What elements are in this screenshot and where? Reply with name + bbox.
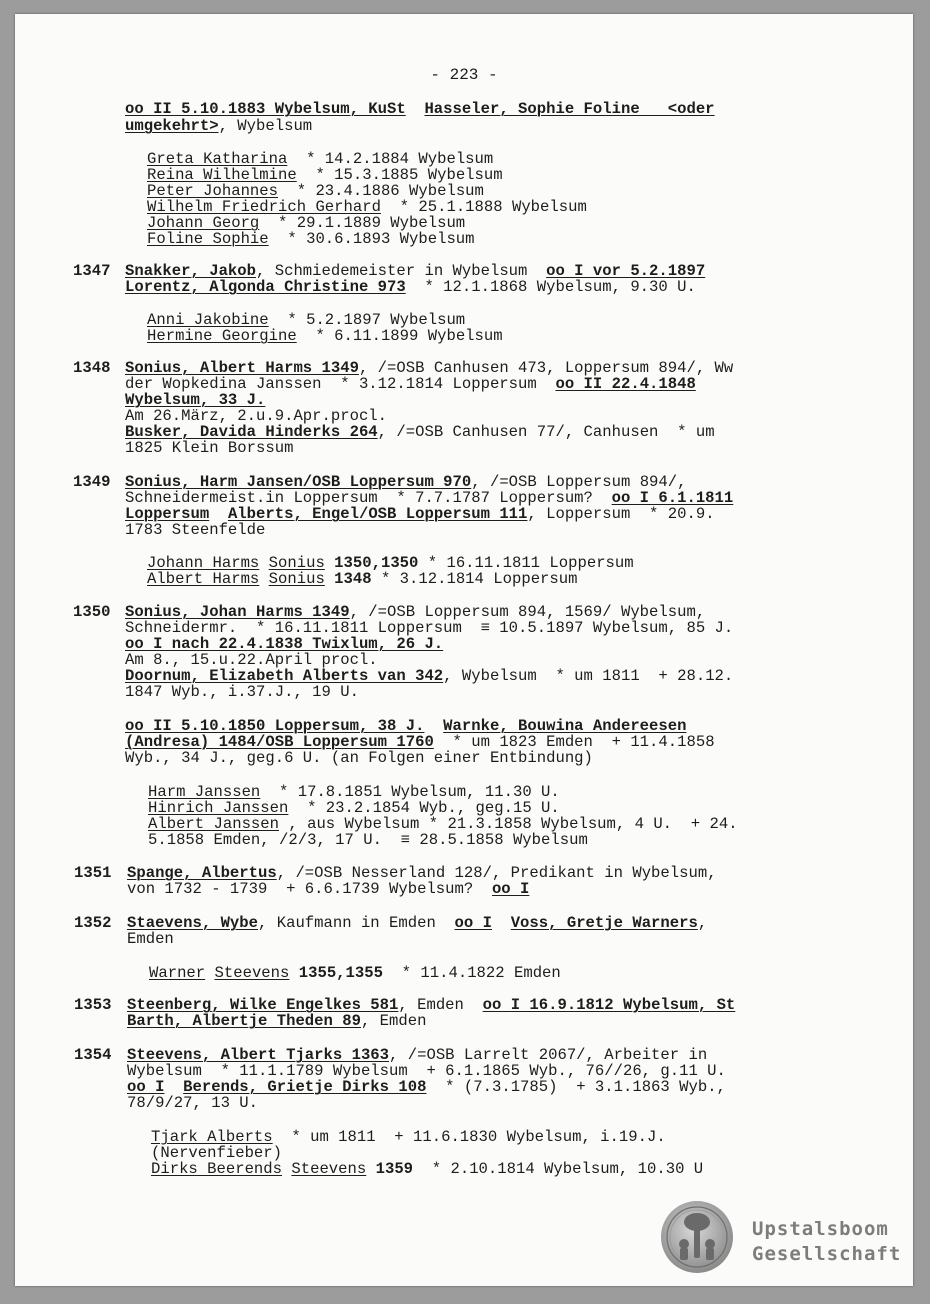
entry-number: 1349 — [73, 473, 111, 491]
person-name: Sonius, Johan Harms 1349 — [125, 603, 350, 621]
entry-line: Sonius, Harm Jansen/OSB Loppersum 970, /=OSB Loppersum 894/, — [125, 473, 687, 491]
document-page — [15, 14, 913, 1286]
entry-line: Busker, Davida Hinderks 264, /=OSB Canhusen 77/, Canhusen * um — [125, 423, 715, 441]
entry-number: 1352 — [74, 914, 112, 932]
child-line: Harm Janssen * 17.8.1851 Wybelsum, 11.30 U. — [148, 783, 560, 801]
entry-line: Emden — [127, 930, 174, 948]
child-line: Hermine Georgine * 6.11.1899 Wybelsum — [147, 327, 503, 345]
marriage-ref: oo I 6.1.1811 — [611, 489, 734, 507]
spouse-name: Busker, Davida Hinderks 264 — [125, 423, 378, 441]
child-surname: Sonius — [268, 554, 325, 572]
child-name: Peter Johannes — [147, 182, 279, 200]
marriage-ref: oo I vor 5.2.1897 — [546, 262, 706, 280]
entry-line: Am 8., 15.u.22.April procl. — [125, 651, 378, 669]
entry-line: Wybelsum, 33 J. — [125, 391, 266, 409]
child-name: Tjark Alberts — [151, 1128, 273, 1146]
marriage-ref: oo I 16.9.1812 Wybelsum, St — [482, 996, 736, 1014]
entry-line: 78/9/27, 13 U. — [127, 1094, 259, 1112]
entry-line: Snakker, Jakob, Schmiedemeister in Wybelsum oo I vor 5.2.1897 — [125, 262, 706, 280]
child-name: Albert Janssen — [148, 815, 280, 833]
child-name: Hinrich Janssen — [148, 799, 289, 817]
entry-number: 1354 — [74, 1046, 112, 1064]
child-line: Warner Steevens 1355,1355 * 11.4.1822 Emden — [149, 964, 561, 982]
child-name: Hermine Georgine — [147, 327, 297, 345]
logo-text: Upstalsboom Gesellschaft — [752, 1218, 902, 1265]
child-line: 5.1858 Emden, /2/3, 17 U. ≡ 28.5.1858 Wybelsum — [148, 831, 588, 849]
person-name: Steenberg, Wilke Engelkes 581 — [127, 996, 399, 1014]
person-name: Steevens, Albert Tjarks 1363 — [127, 1046, 390, 1064]
child-line: (Nervenfieber) — [151, 1144, 283, 1162]
spouse-name: Lorentz, Algonda Christine 973 — [125, 278, 406, 296]
entry-number: 1347 — [73, 262, 111, 280]
person-name: Sonius, Albert Harms 1349 — [125, 359, 359, 377]
entry-line: Am 26.März, 2.u.9.Apr.procl. — [125, 407, 388, 425]
entry-line: Barth, Albertje Theden 89, Emden — [127, 1012, 427, 1030]
entry-line: von 1732 - 1739 + 6.6.1739 Wybelsum? oo I — [127, 880, 530, 898]
entry-line: 1783 Steenfelde — [125, 521, 266, 539]
entry-line: oo I Berends, Grietje Dirks 108 * (7.3.1785) + 3.1.1863 Wyb., — [127, 1078, 726, 1096]
child-line: Albert Harms Sonius 1348 * 3.12.1814 Loppersum — [147, 570, 578, 588]
entry-line — [125, 718, 686, 734]
child-name: Anni Jakobine — [147, 311, 269, 329]
entry-line: Staevens, Wybe, Kaufmann in Emden oo I Voss, Gretje Warners, — [127, 914, 708, 932]
child-name: Wilhelm Friedrich Gerhard — [147, 198, 381, 216]
marriage-ref: oo II 5.10.1883 Wybelsum, KuSt — [125, 100, 406, 118]
child-name: Johann Harms — [147, 554, 260, 572]
child-line: Hinrich Janssen * 23.2.1854 Wyb., geg.15 U. — [148, 799, 560, 817]
child-name: Harm Janssen — [148, 783, 261, 801]
child-name: Johann Georg — [147, 214, 260, 232]
child-surname: Steevens — [214, 964, 290, 982]
child-name: Reina Wilhelmine — [147, 166, 297, 184]
entry-line: Schneidermr. * 16.11.1811 Loppersum ≡ 10.5.1897 Wybelsum, 85 J. — [125, 619, 734, 637]
child-surname: Sonius — [268, 570, 325, 588]
child-name: Foline Sophie — [147, 230, 269, 248]
entry-line: (Andresa) 1484/OSB Loppersum 1760 * um 1823 Emden + 11.4.1858 — [125, 733, 715, 751]
child-line: Dirks Beerends Steevens 1359 * 2.10.1814 Wybelsum, 10.30 U — [151, 1160, 704, 1178]
child-line: Wilhelm Friedrich Gerhard * 25.1.1888 Wybelsum — [147, 198, 587, 216]
marriage-ref: oo II 22.4.1848 — [555, 375, 696, 393]
person-name: Spange, Albertus — [127, 864, 277, 882]
child-line: Anni Jakobine * 5.2.1897 Wybelsum — [147, 311, 466, 329]
entry-line: Schneidermeist.in Loppersum * 7.7.1787 Loppersum? oo I 6.1.1811 — [125, 489, 734, 507]
spouse-name: Berends, Grietje Dirks 108 — [183, 1078, 427, 1096]
entry-line: Steenberg, Wilke Engelkes 581, Emden oo I 16.9.1812 Wybelsum, St — [127, 996, 736, 1014]
entry-line — [125, 101, 715, 117]
person-name: Sonius, Harm Jansen/OSB Loppersum 970 — [125, 473, 472, 491]
entry-number: 1350 — [73, 603, 111, 621]
child-line: Foline Sophie * 30.6.1893 Wybelsum — [147, 230, 475, 248]
spouse-name: Hasseler, Sophie Foline <oder — [424, 100, 715, 118]
entry-line: der Wopkedina Janssen * 3.12.1814 Loppersum oo II 22.4.1848 — [125, 375, 696, 393]
entry-number: 1353 — [74, 996, 112, 1014]
entry-line — [125, 636, 443, 652]
child-line: Greta Katharina * 14.2.1884 Wybelsum — [147, 150, 494, 168]
entry-number: 1348 — [73, 359, 111, 377]
spouse-name: Alberts, Engel/OSB Loppersum 111 — [227, 505, 528, 523]
entry-line: Lorentz, Algonda Christine 973 * 12.1.1868 Wybelsum, 9.30 U. — [125, 278, 696, 296]
child-line: Johann Harms Sonius 1350,1350 * 16.11.1811 Loppersum — [147, 554, 634, 572]
page-number: - 223 - — [430, 66, 498, 84]
spouse-name: Doornum, Elizabeth Alberts van 342 — [125, 667, 444, 685]
spouse-name: Warnke, Bouwina Andereesen — [443, 717, 687, 735]
entry-line: Doornum, Elizabeth Alberts van 342, Wybelsum * um 1811 + 28.12. — [125, 667, 734, 685]
marriage-ref: oo I — [491, 880, 530, 898]
entry-line: Loppersum Alberts, Engel/OSB Loppersum 111, Loppersum * 20.9. — [125, 505, 715, 523]
spouse-name: Barth, Albertje Theden 89 — [127, 1012, 361, 1030]
entry-line: 1847 Wyb., i.37.J., 19 U. — [125, 683, 359, 701]
child-line: Tjark Alberts * um 1811 + 11.6.1830 Wybelsum, i.19.J. — [151, 1128, 666, 1146]
entry-line: Steevens, Albert Tjarks 1363, /=OSB Larrelt 2067/, Arbeiter in — [127, 1046, 708, 1064]
entry-line: Sonius, Johan Harms 1349, /=OSB Loppersum 894, 1569/ Wybelsum, — [125, 603, 706, 621]
entry-number: 1351 — [74, 864, 112, 882]
person-name: Staevens, Wybe — [127, 914, 259, 932]
entry-line: Wybelsum * 11.1.1789 Wybelsum + 6.1.1865 Wyb., 76//26, g.11 U. — [127, 1062, 726, 1080]
child-line: Johann Georg * 29.1.1889 Wybelsum — [147, 214, 466, 232]
child-name: Albert Harms — [147, 570, 260, 588]
person-name: Snakker, Jakob — [125, 262, 257, 280]
child-surname: Steevens — [291, 1160, 367, 1178]
seal-icon — [660, 1200, 734, 1274]
marriage-ref: oo I — [454, 914, 492, 932]
entry-line: 1825 Klein Borssum — [125, 439, 294, 457]
entry-line: Spange, Albertus, /=OSB Nesserland 128/, Predikant in Wybelsum, — [127, 864, 717, 882]
entry-line: Wyb., 34 J., geg.6 U. (an Folgen einer Entbindung) — [125, 749, 593, 767]
entry-line: umgekehrt>, Wybelsum — [125, 117, 313, 135]
entry-line: Sonius, Albert Harms 1349, /=OSB Canhusen 473, Loppersum 894/, Ww — [125, 359, 734, 377]
child-name: Dirks Beerends — [151, 1160, 283, 1178]
marriage-ref: oo I nach 22.4.1838 Twixlum, 26 J. — [125, 635, 444, 653]
child-line: Peter Johannes * 23.4.1886 Wybelsum — [147, 182, 484, 200]
marriage-ref: oo II 5.10.1850 Loppersum, 38 J. — [125, 717, 425, 735]
spouse-name: Voss, Gretje Warners — [510, 914, 698, 932]
child-line: Reina Wilhelmine * 15.3.1885 Wybelsum — [147, 166, 503, 184]
child-name: Warner — [149, 964, 206, 982]
child-line: Albert Janssen , aus Wybelsum * 21.3.1858 Wybelsum, 4 U. + 24. — [148, 815, 738, 833]
marriage-ref: oo I — [127, 1078, 165, 1096]
child-name: Greta Katharina — [147, 150, 288, 168]
